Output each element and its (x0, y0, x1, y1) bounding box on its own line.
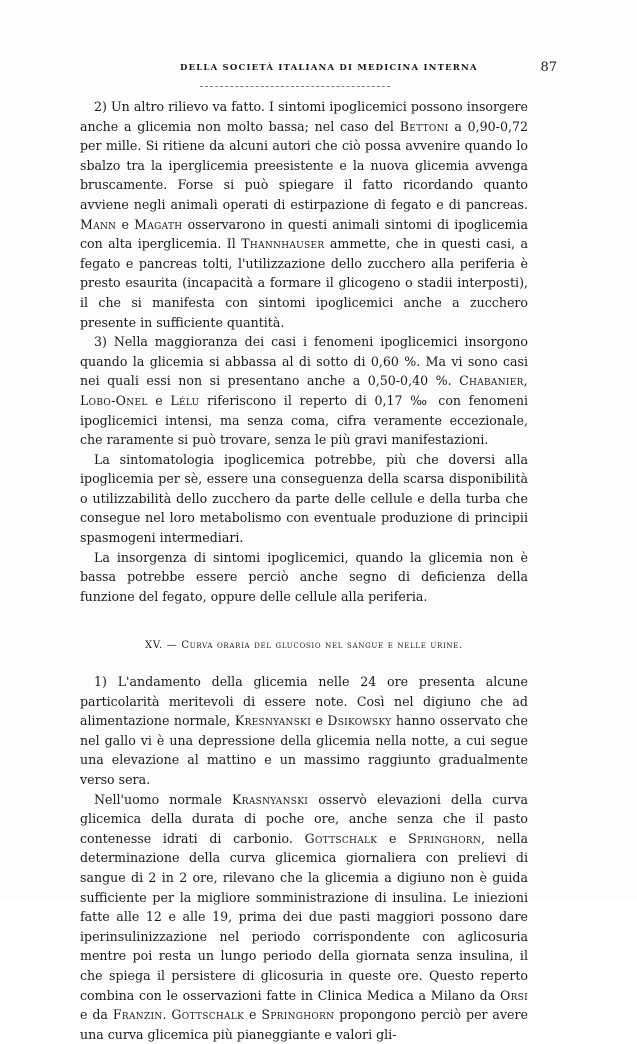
text-run: a 0,90-0,72 per mille. Si ritiene da alcuni autori che ciò possa avvenire quando lo sbalzo tra la iperglicemia preesistente e la nuova glicemia avvenga bruscamente. Forse si può spiegare il fatto ricordando quanto avviene negli animali operati di estirpazione di fegato e di pancreas. (80, 118, 528, 212)
author-name: Franzin (112, 1007, 163, 1023)
author-name: Chabanier, Lobo-Onel (80, 373, 528, 408)
paragraph (80, 450, 528, 548)
author-name: Kresnyanski (234, 713, 312, 729)
text-run: La sintomatologia ipoglicemica potrebbe, più che doversi alla ipoglicemia per sè, essere una conseguenza della scarsa disponibilità o utilizzabilità dello zucchero da parte delle cellule e della turba che consegue nel loro metabolismo con eventuale produzione di principii spasmogeni intermediari. (80, 451, 528, 546)
text-run: riferiscono il reperto di 0,17 ‰ con fenomeni ipoglicemici intensi, ma senza coma, cifra veramente eccezionale, che raramente si può trovare, senza le più gravi manifestazioni. (80, 392, 528, 448)
text-run: 1) L'andamento della glicemia nelle 24 ore presenta alcune particolarità meritevoli di essere note. Così nel digiuno che ad alimentazione normale, (80, 674, 528, 729)
section-xv-body (80, 672, 528, 1044)
author-name: Springhorn (408, 830, 482, 846)
text-run: , nella determinazione della curva glicemica giornaliera con prelievi di sangue di 2 in 2 ore, rilevano che la glicemia a digiuno non è guida sufficiente per la migliore somministrazione di insulina. Le iniezioni fatte alle 12 e alle 19, prima dei due pasti maggiori possono dare iperinsulinizzazione nel periodo corrispondente con aglicosuria mentre poi resta un lungo periodo della giornata senza insulina, il che spiega il persistere di glicosuria in queste ore. Questo reperto combina con le osservazioni fatte in Clinica Medica a Milano da (80, 830, 528, 1003)
section-heading: XV. — Curva oraria del glucosio nel sangue e nelle urine. (145, 640, 463, 652)
paragraph (80, 97, 528, 332)
author-name: Mann (80, 216, 117, 232)
text-run: e (244, 1007, 262, 1023)
text-run: 2) Un altro rilievo va fatto. I sintomi ipoglicemici possono insorgere anche a glicemia non molto bassa; nel caso del (80, 99, 528, 134)
author-name: Lélu (170, 392, 200, 408)
author-name: Bettoni (399, 118, 449, 134)
author-name: Orsi (499, 987, 528, 1003)
author-name: Gottschalk (304, 830, 378, 846)
author-name: Krasnyanski (232, 791, 309, 807)
text-run: propongono perciò per avere una curva glicemica più pianeggiante e valori gli- (80, 1007, 528, 1042)
paragraph (80, 548, 528, 607)
text-run: . (162, 1007, 172, 1023)
author-name: Springhorn (261, 1007, 335, 1023)
text-run: ammette, che in questi casi, a fegato e pancreas tolti, l'utilizzazione dello zucchero alla periferia è presto esaurita (incapacità a formare il glicogeno o stadii interposti), il che si manifesta con sintomi ipoglicemici anche a zucchero presente in sufficiente quantità. (80, 236, 528, 330)
author-name: Dsikowsky (327, 713, 392, 729)
section-xiv-tail (80, 97, 528, 606)
paragraph (80, 790, 528, 1044)
text-run: hanno osservato che nel gallo vi è una depressione della glicemia nella notte, a cui segue una elevazione al mattino e un massimo raggiunto gradualmente verso sera. (80, 713, 528, 787)
paragraph (80, 672, 528, 790)
body-text (80, 97, 528, 1044)
text-run: Nell'uomo normale (94, 791, 233, 807)
text-run: e (311, 713, 328, 729)
paragraph (80, 332, 528, 450)
author-name: Gottschalk (171, 1007, 245, 1023)
page-header (80, 60, 557, 80)
text-run: 3) Nella maggioranza dei casi i fenomeni ipoglicemici insorgono quando la glicemia si abbassa al di sotto di 0,60 %. Ma vi sono casi nei quali essi non si presentano anche a 0,50-0,40 %. (80, 334, 528, 389)
header-rule (200, 86, 390, 87)
text-run: e da (80, 1007, 113, 1023)
page-number: 87 (540, 60, 557, 75)
text-run: e (377, 830, 409, 846)
running-head: DELLA SOCIETÀ ITALIANA DI MEDICINA INTERNA (180, 63, 478, 73)
text-run: e (116, 216, 135, 232)
text-run: La insorgenza di sintomi ipoglicemici, quando la glicemia non è bassa potrebbe essere perciò anche segno di deficienza della funzione del fegato, oppure delle cellule alla periferia. (80, 549, 528, 604)
text-run: e (147, 392, 171, 408)
text-run: osservò elevazioni della curva glicemica della durata di poche ore, anche senza che il pasto contenesse idrati di carbonio. (80, 791, 528, 846)
author-name: Magath (134, 216, 183, 232)
text-run: osservarono in questi animali sintomi di ipoglicemia con alta iperglicemia. Il (80, 216, 529, 252)
author-name: Thannhauser (241, 236, 325, 252)
